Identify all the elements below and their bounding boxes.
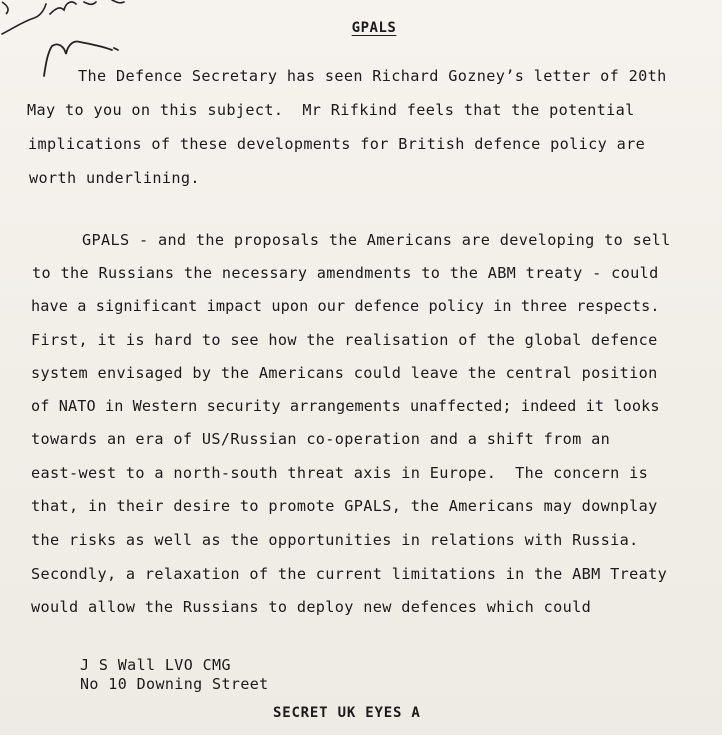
paragraph2-line: of NATO in Western security arrangements unaffected; indeed it looks <box>31 397 660 415</box>
paragraph2-line: to the Russians the necessary amendments to the ABM treaty - could <box>32 264 659 282</box>
recipient-address: No 10 Downing Street <box>80 675 269 693</box>
paragraph1-line: The Defence Secretary has seen Richard Gozney’s letter of 20th <box>78 67 667 85</box>
paragraph2-line: towards an era of US/Russian co-operation and a shift from an <box>31 430 611 448</box>
paragraph2-line: system envisaged by the Americans could leave the central position <box>31 364 658 382</box>
paragraph1-line: May to you on this subject. Mr Rifkind feels that the potential <box>27 101 635 119</box>
paragraph2-line: GPALS - and the proposals the Americans are developing to sell <box>82 231 671 249</box>
paragraph2-line: east-west to a north-south threat axis in Europe. The concern is <box>31 464 649 482</box>
classification-marking: SECRET UK EYES A <box>273 705 421 721</box>
document-title <box>0 20 722 36</box>
paragraph1-line: worth underlining. <box>29 169 200 187</box>
paragraph2-line: have a significant impact upon our defence policy in three respects. <box>31 297 660 315</box>
paragraph2-line: that, in their desire to promote GPALS, the Americans may downplay <box>31 497 658 515</box>
paragraph2-line: the risks as well as the opportunities in relations with Russia. <box>31 531 639 549</box>
recipient-name: J S Wall LVO CMG <box>80 656 231 674</box>
paragraph2-line: First, it is hard to see how the realisation of the global defence <box>31 331 658 349</box>
paragraph2-line: Secondly, a relaxation of the current limitations in the ABM Treaty <box>31 565 668 583</box>
paragraph2-line: would allow the Russians to deploy new defences which could <box>31 598 592 616</box>
title-text: GPALS <box>351 20 397 36</box>
paragraph1-line: implications of these developments for British defence policy are <box>28 135 646 153</box>
